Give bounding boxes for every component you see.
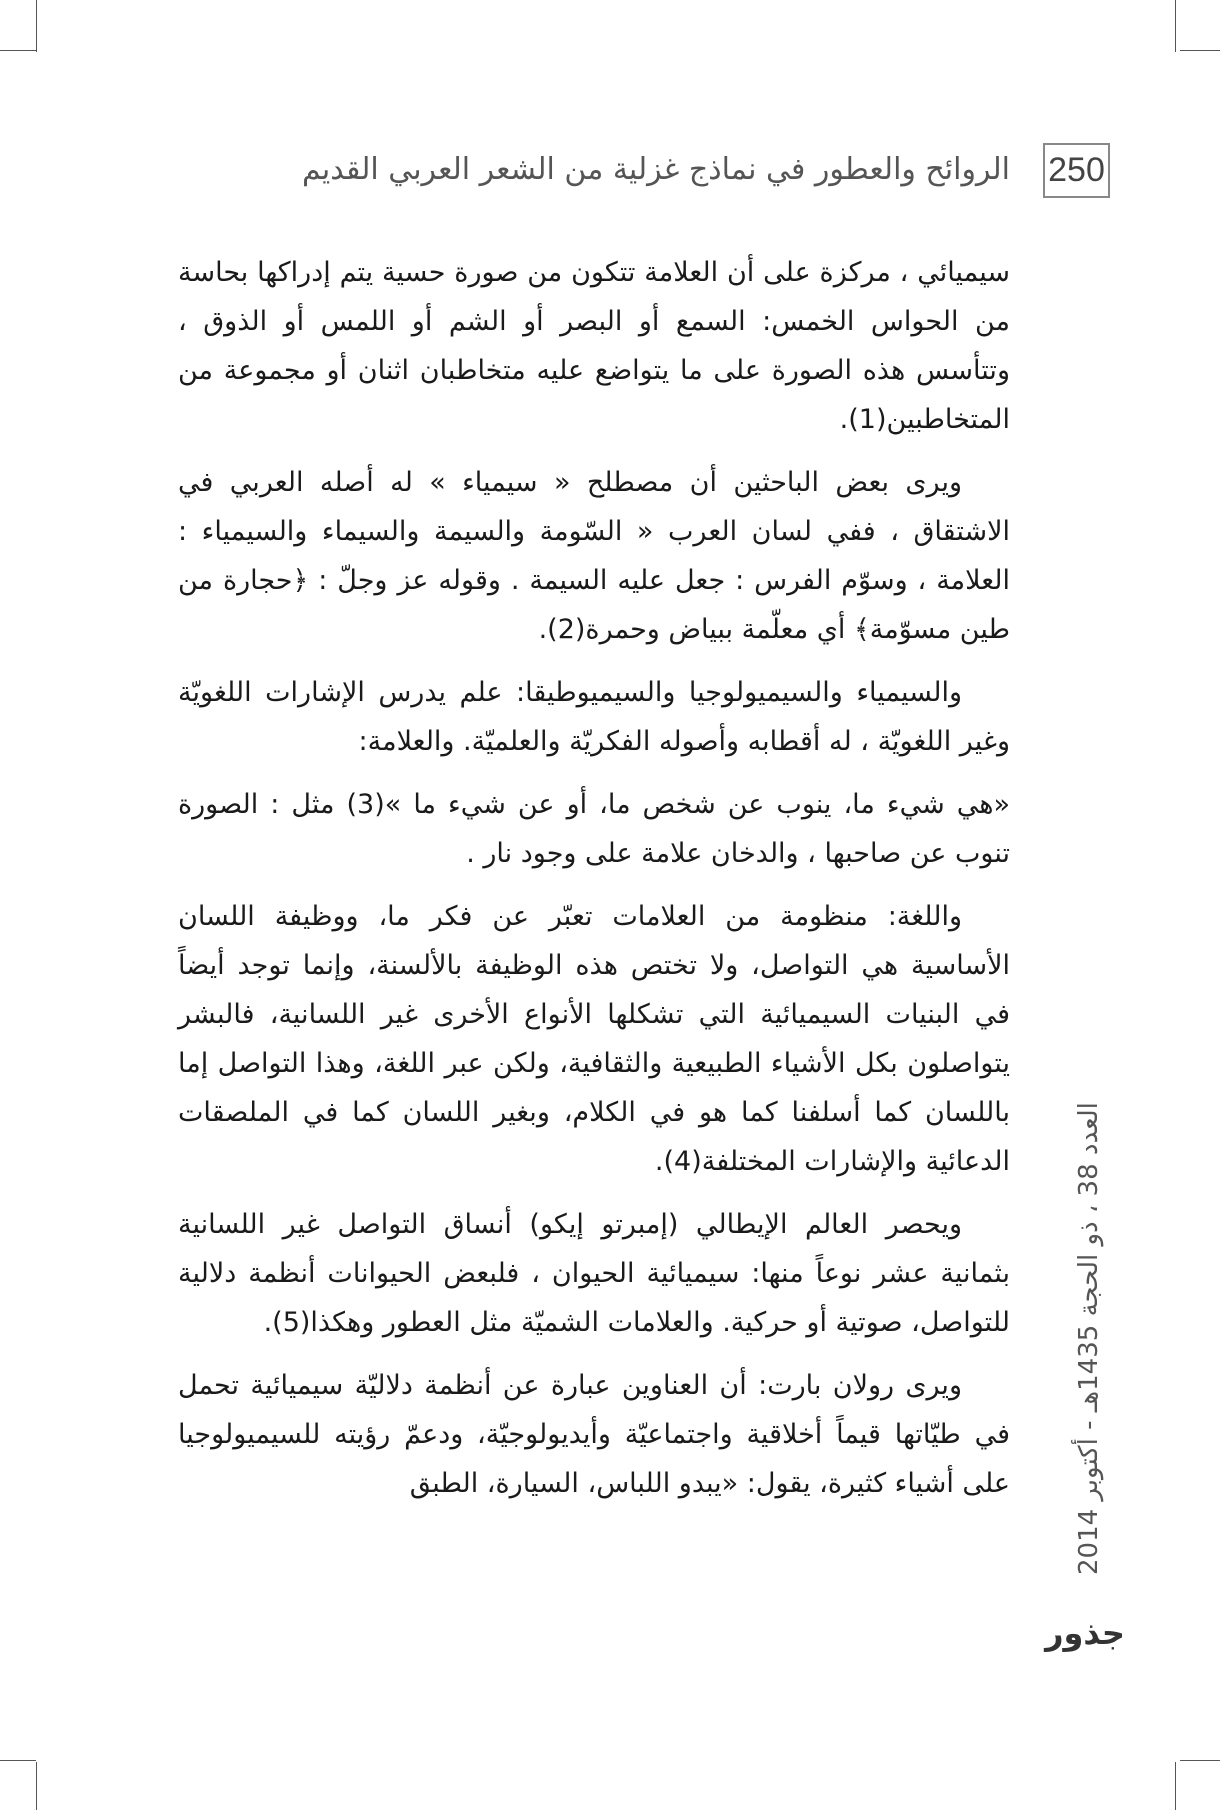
paragraph: سيميائي ، مركزة على أن العلامة تتكون من صورة حسية يتم إدراكها بحاسة من الحواس الخمس: السمع أو البصر أو الشم أو اللمس أو الذوق ، وتتأسس هذه الصورة على ما يتواضع عليه متخاطبان اثنان أو مجموعة من المتخاطبين(1).: [178, 257, 1010, 435]
paragraph: ويرى رولان بارت: أن العناوين عبارة عن أنظمة دلاليّة سيميائية تحمل في طيّاتها قيماً أخلاقية واجتماعيّة وأيديولوجيّة، ودعمّ رؤيته للسيميولوجيا على أشياء كثيرة، يقول: «يبدو اللباس، السيارة، الطبق: [178, 1370, 1010, 1499]
paragraph: ويرى بعض الباحثين أن مصطلح « سيمياء » له أصله العربي في الاشتقاق ، ففي لسان العرب « السّومة والسيمة والسيماء والسيمياء : العلامة ، وسوّم الفرس : جعل عليه السيمة . وقوله عز وجلّ : ﴿حجارة من طين مسوّمة﴾ أي معلّمة ببياض وحمرة(2).: [178, 467, 1010, 645]
paragraph: «هي شيء ما، ينوب عن شخص ما، أو عن شيء ما »(3) مثل : الصورة تنوب عن صاحبها ، والدخان علامة على وجود نار .: [178, 789, 1010, 869]
crop-mark-bottom-right-v: [1175, 1762, 1176, 1810]
paragraph: ويحصر العالم الإيطالي (إمبرتو إيكو) أنساق التواصل غير اللسانية بثمانية عشر نوعاً منها: سيميائية الحيوان ، فلبعض الحيوانات أنظمة دلالية للتواصل، صوتية أو حركية. والعلامات الشميّة مثل العطور وهكذا(5).: [178, 1209, 1010, 1338]
crop-mark-top-left-h: [0, 50, 36, 51]
issue-info: العدد 38 ، ذو الحجة 1435هـ - أكتوبر 2014: [1074, 1102, 1104, 1575]
crop-mark-bottom-left-v: [36, 1762, 37, 1810]
page-number: 250: [1043, 143, 1110, 198]
running-title: الروائح والعطور في نماذج غزلية من الشعر العربي القديم: [301, 152, 1010, 187]
paragraph: والسيمياء والسيميولوجيا والسيميوطيقا: علم يدرس الإشارات اللغويّة وغير اللغويّة ، له أقطابه وأصوله الفكريّة والعلميّة. والعلامة:: [178, 677, 1010, 757]
crop-mark-bottom-right-h: [1180, 1760, 1220, 1761]
crop-mark-top-right-h: [1180, 50, 1220, 51]
crop-mark-bottom-left-h: [0, 1760, 36, 1761]
article-body: [178, 248, 1010, 1522]
crop-mark-top-left-v: [36, 0, 37, 52]
crop-mark-top-right-v: [1175, 0, 1176, 52]
paragraph: واللغة: منظومة من العلامات تعبّر عن فكر ما، ووظيفة اللسان الأساسية هي التواصل، ولا تختص هذه الوظيفة بالألسنة، وإنما توجد أيضاً في البنيات السيميائية التي تشكلها الأنواع الأخرى غير اللسانية، فالبشر يتواصلون بكل الأشياء الطبيعية والثقافية، ولكن عبر اللغة، وهذا التواصل إما باللسان كما أسلفنا كما هو في الكلام، وبغير اللسان كما في الملصقات الدعائية والإشارات المختلفة(4).: [178, 901, 1010, 1177]
journal-logo: جذور: [1045, 1614, 1125, 1652]
